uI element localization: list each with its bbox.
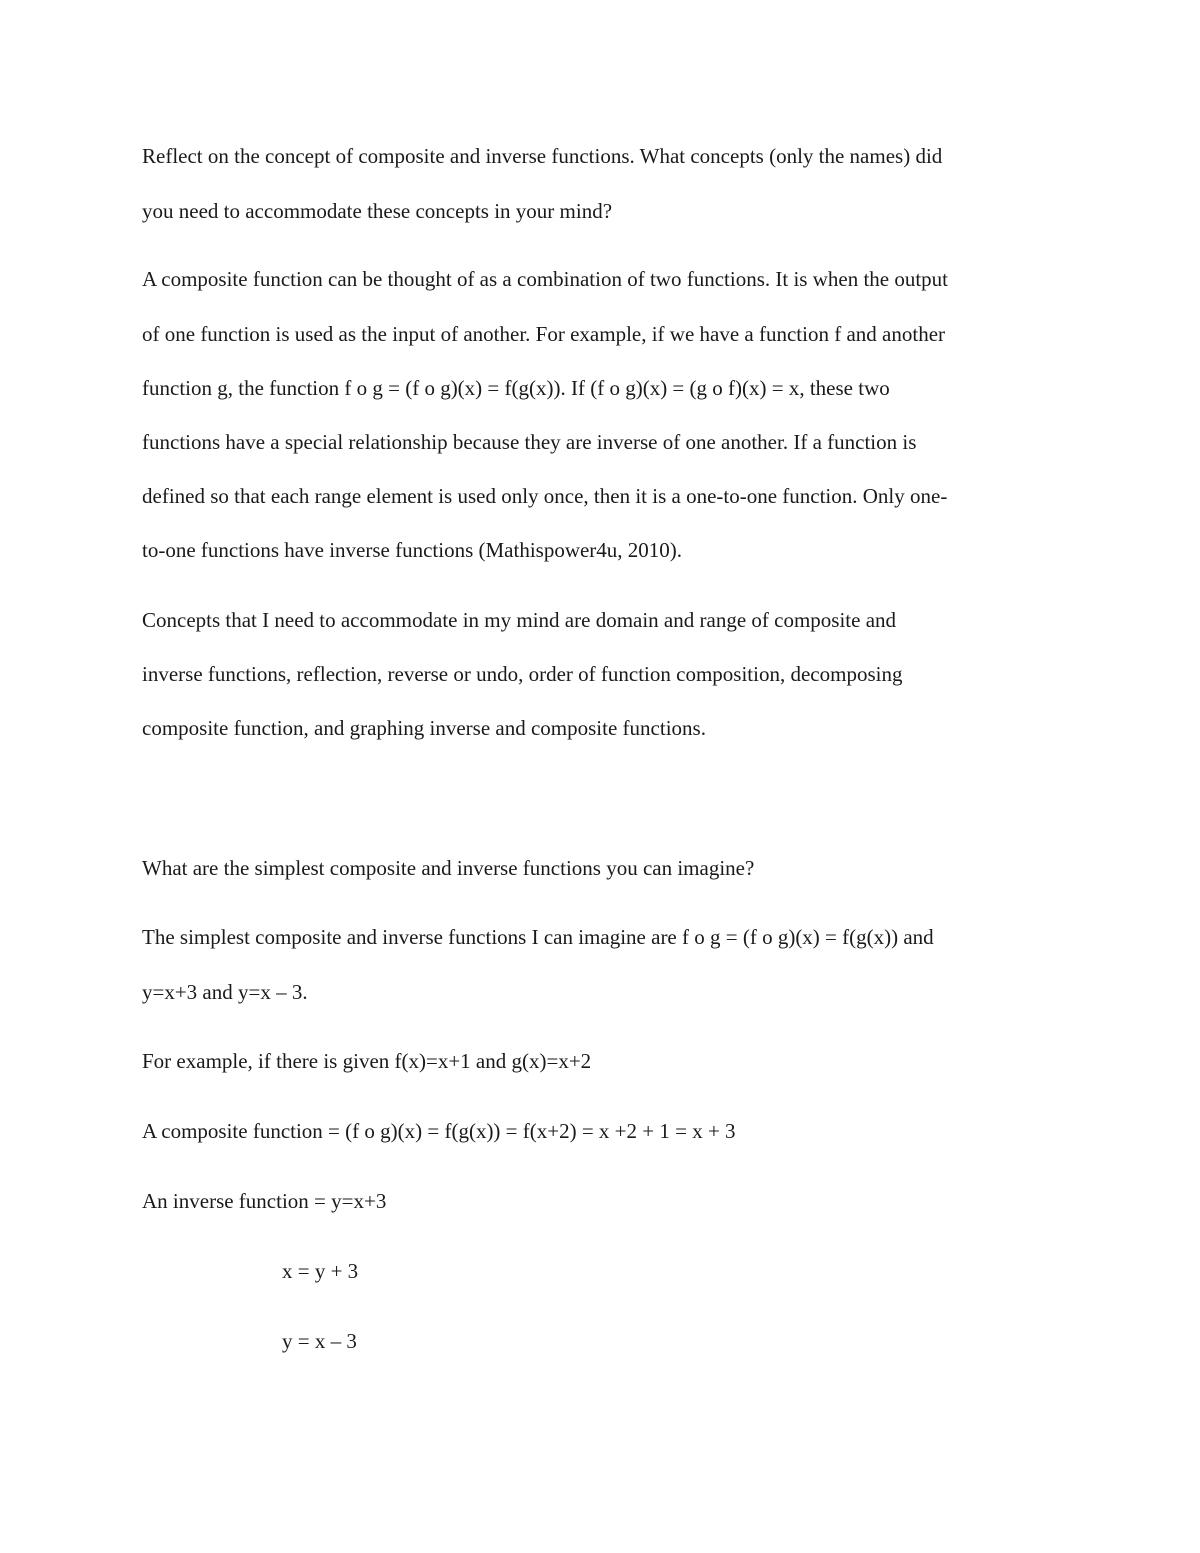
example-intro: For example, if there is given f(x)=x+1 and g(x)=x+2 [142,1049,592,1073]
composite-function-line: A composite function = (f o g)(x) = f(g(x)) = f(x+2) = x +2 + 1 = x + 3 [142,1119,736,1143]
question1-line-1: Reflect on the concept of composite and inverse functions. What concepts (only the names) did [142,144,943,168]
question1-line-2: you need to accommodate these concepts in your mind? [142,199,613,223]
inverse-function-line: An inverse function = y=x+3 [142,1189,387,1213]
answer1-p1-line-3: function g, the function f o g = (f o g)(x) = f(g(x)). If (f o g)(x) = (g o f)(x) = x, these two [142,376,890,400]
inverse-step-2: y = x – 3 [282,1329,357,1353]
answer1-p1-line-1: A composite function can be thought of as a combination of two functions. It is when the output [142,267,949,291]
inverse-step-1: x = y + 3 [282,1259,359,1283]
answer2-line-1: The simplest composite and inverse functions I can imagine are f o g = (f o g)(x) = f(g(x)) and [142,925,934,949]
answer1-p1-line-6: to-one functions have inverse functions (Mathispower4u, 2010). [142,538,683,562]
answer1-p1-line-5: defined so that each range element is used only once, then it is a one-to-one function. Only one- [142,484,948,508]
answer1-p2-line-3: composite function, and graphing inverse and composite functions. [142,716,706,740]
answer2-line-2: y=x+3 and y=x – 3. [142,980,308,1004]
answer1-p1-line-4: functions have a special relationship because they are inverse of one another. If a function is [142,430,917,454]
question2-line-1: What are the simplest composite and inverse functions you can imagine? [142,856,755,880]
answer1-p2-line-2: inverse functions, reflection, reverse or undo, order of function composition, decomposing [142,662,903,686]
answer1-p2-line-1: Concepts that I need to accommodate in my mind are domain and range of composite and [142,608,897,632]
answer1-p1-line-2: of one function is used as the input of another. For example, if we have a function f and another [142,322,946,346]
